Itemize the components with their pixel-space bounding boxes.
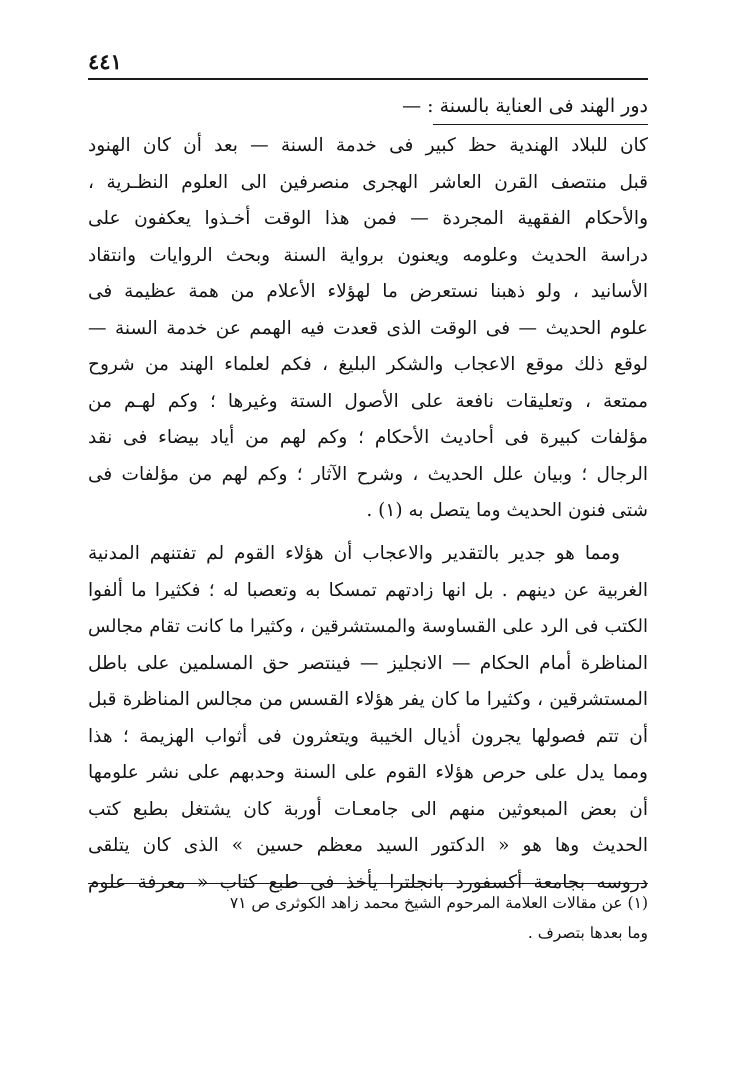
paragraph-2 <box>88 536 648 901</box>
paragraph-line: الأسانيد ، ولو ذهبنا نستعرض ما لهؤلاء الأعلام من همة عظيمة فى <box>88 281 648 302</box>
footnote-line: (١) عن مقالات العلامة المرحوم الشيخ محمد زاهد الكوثرى ص ٧١ <box>229 894 648 912</box>
paragraph-line: علوم الحديث — فى الوقت الذى قعدت فيه الهمم عن خدمة السنة — <box>88 317 648 339</box>
paragraph-line: شتى فنون الحديث وما يتصل به (١) . <box>366 500 648 521</box>
paragraph-line: دروسه بجامعة أكسفورد بانجلترا يأخذ فى طبع كتاب « معرفة علوم <box>88 871 648 893</box>
footnote <box>88 888 648 948</box>
paragraph-line: دراسة الحديث وعلومه ويعنون برواية السنة وبحث الروايات وانتقاد <box>88 244 648 266</box>
paragraph-line: ممتعة ، وتعليقات نافعة على الأصول الستة وغيرها ؛ وكم لهـم من <box>88 390 648 412</box>
paragraph-line: كان للبلاد الهندية حظ كبير فى خدمة السنة — بعد أن كان الهنود <box>88 135 648 156</box>
paragraph-line: لوقع ذلك موقع الاعجاب والشكر البليغ ، فكم لعلماء الهند من شروح <box>88 354 648 375</box>
book-page <box>88 0 648 1087</box>
paragraph-line: ومما يدل على حرص هؤلاء القوم على السنة وحدبهم على نشر علومها <box>88 762 648 783</box>
paragraph-line: مؤلفات كبيرة فى أحاديث الأحكام ؛ وكم لهم من أياد بيضاء فى نقد <box>88 427 648 448</box>
paragraph-line: المستشرقين ، وكثيرا ما كان يفر هؤلاء القسس من مجالس المناظرة قبل <box>88 689 648 710</box>
paragraph-1 <box>88 128 648 530</box>
paragraph-line: قبل منتصف القرن العاشر الهجرى منصرفين الى العلوم النظـرية ، <box>88 171 648 193</box>
paragraph-line: والأحكام الفقهية المجردة — فمن هذا الوقت أخـذوا يعكفون على <box>88 208 648 229</box>
heading-underline <box>433 124 648 125</box>
paragraph-line: الغربية عن دينهم . بل انها زادتهم تمسكا به وتعصبا له ؛ فكثيرا ما ألفوا <box>88 579 648 601</box>
section-heading: دور الهند فى العناية بالسنة : — <box>402 95 648 117</box>
paragraph-line: الحديث وها هو « الدكتور السيد معظم حسين » الذى كان يتلقى <box>88 835 648 856</box>
paragraph-line: ومما هو جدير بالتقدير والاعجاب أن هؤلاء القوم لم تفتنهم المدنية <box>88 543 620 564</box>
footnote-line: وما بعدها بتصرف . <box>527 924 648 942</box>
header-rule <box>88 78 648 80</box>
paragraph-line: الكتب فى الرد على القساوسة والمستشرقين ، وكثيرا ما كانت تقام مجالس <box>88 616 648 637</box>
footnote-rule <box>88 883 648 884</box>
paragraph-line: الرجال ؛ وبيان علل الحديث ، وشرح الآثار ؛ وكم لهم من مؤلفات فى <box>88 463 648 485</box>
page-number: ٤٤١ <box>88 49 122 74</box>
paragraph-line: أن بعض المبعوثين منهم الى جامعـات أوربة كان يشتغل بطبع كتب <box>88 798 648 820</box>
paragraph-line: أن تتم فصولها يجرون أذيال الخيبة ويتعثرون فى أثواب الهزيمة ؛ هذا <box>88 725 648 747</box>
paragraph-line: المناظرة أمام الحكام — الانجليز — فينتصر حق المسلمين على باطل <box>88 652 648 674</box>
